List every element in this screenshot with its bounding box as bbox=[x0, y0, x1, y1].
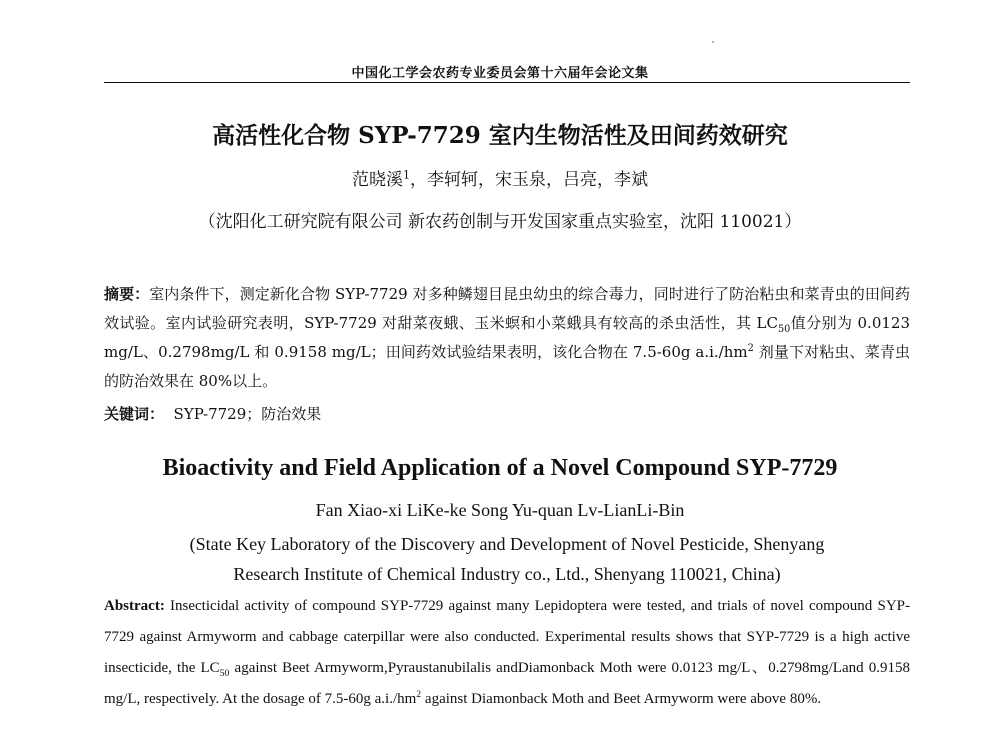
cn-first-author: 范晓溪 bbox=[351, 170, 403, 190]
running-head: 中国化工学会农药专业委员会第十六届年会论文集 bbox=[351, 66, 649, 81]
cn-abstract-text-3: 剂量下对粘虫、菜青虫的防治效果在 80%以上。 bbox=[104, 343, 910, 390]
en-abstract-text-3: against Diamonback Moth and Beet Armyworm were above 80%. bbox=[421, 691, 822, 707]
cn-affiliation: （沈阳化工研究院有限公司 新农药创制与开发国家重点实验室，沈阳 110021） bbox=[198, 212, 802, 232]
cn-hm-superscript: 2 bbox=[747, 343, 754, 354]
en-authors: Fan Xiao-xi LiKe-ke Song Yu-quan Lv-LianLi-Bin bbox=[315, 500, 685, 520]
author-superscript: 1 bbox=[402, 168, 411, 182]
cn-abstract bbox=[104, 280, 910, 396]
cn-abstract-text-1: 室内条件下，测定新化合物 SYP-7729 对多种鳞翅目昆虫幼虫的综合毒力，同时进行了防治粘虫和菜青虫的田间药效试验。室内试验研究表明，SYP-7729 对甜菜夜蛾、玉米螟和小菜蛾具有较高的杀虫活性，其 LC bbox=[104, 285, 910, 332]
en-abstract-text-2: against Beet Armyworm,Pyraustanubilalis andDiamonback Moth were 0.0123 mg/L、0.2798mg/Land 0.9158 mg/L, respectively. At the dosage of 7.5-60g a.i./hm bbox=[104, 660, 911, 707]
cn-abstract-label: 摘要： bbox=[104, 285, 150, 303]
scan-speck bbox=[712, 41, 714, 43]
cn-keywords-text: SYP-7729；防治效果 bbox=[164, 405, 322, 423]
en-abstract bbox=[104, 591, 910, 715]
header-rule bbox=[104, 82, 910, 83]
en-affiliation-line-1: (State Key Laboratory of the Discovery and Development of Novel Pesticide, Shenyang bbox=[189, 534, 825, 554]
cn-abstract-text-2: 值分别为 0.0123 mg/L、0.2798mg/L 和 0.9158 mg/L；田间药效试验结果表明，该化合物在 7.5-60g a.i./hm bbox=[104, 314, 910, 361]
cn-keywords bbox=[104, 403, 910, 424]
cn-keywords-label: 关键词： bbox=[104, 405, 165, 423]
en-abstract-label: Abstract: bbox=[104, 598, 165, 614]
en-title: Bioactivity and Field Application of a Novel Compound SYP-7729 bbox=[162, 455, 838, 481]
en-affiliation-line-2: Research Institute of Chemical Industry co., Ltd., Shenyang 110021, China) bbox=[233, 564, 781, 584]
en-affiliation bbox=[104, 529, 910, 589]
cn-other-authors: ，李轲轲，宋玉泉，吕亮，李斌 bbox=[410, 170, 649, 190]
en-abstract-text-1: Insecticidal activity of compound SYP-7729 against many Lepidoptera were tested, and trials of novel compound SYP-7729 against Armyworm and cabbage caterpillar were also conducted. Experimental results shows that SYP-7729 is a high active insecticide, the LC bbox=[104, 598, 910, 676]
cn-lc-subscript: 50 bbox=[777, 324, 791, 335]
en-lc-subscript: 50 bbox=[219, 668, 230, 679]
en-hm-superscript: 2 bbox=[416, 689, 422, 700]
cn-authors bbox=[0, 165, 1000, 190]
cn-title: 高活性化合物 SYP-7729 室内生物活性及田间药效研究 bbox=[212, 122, 788, 149]
